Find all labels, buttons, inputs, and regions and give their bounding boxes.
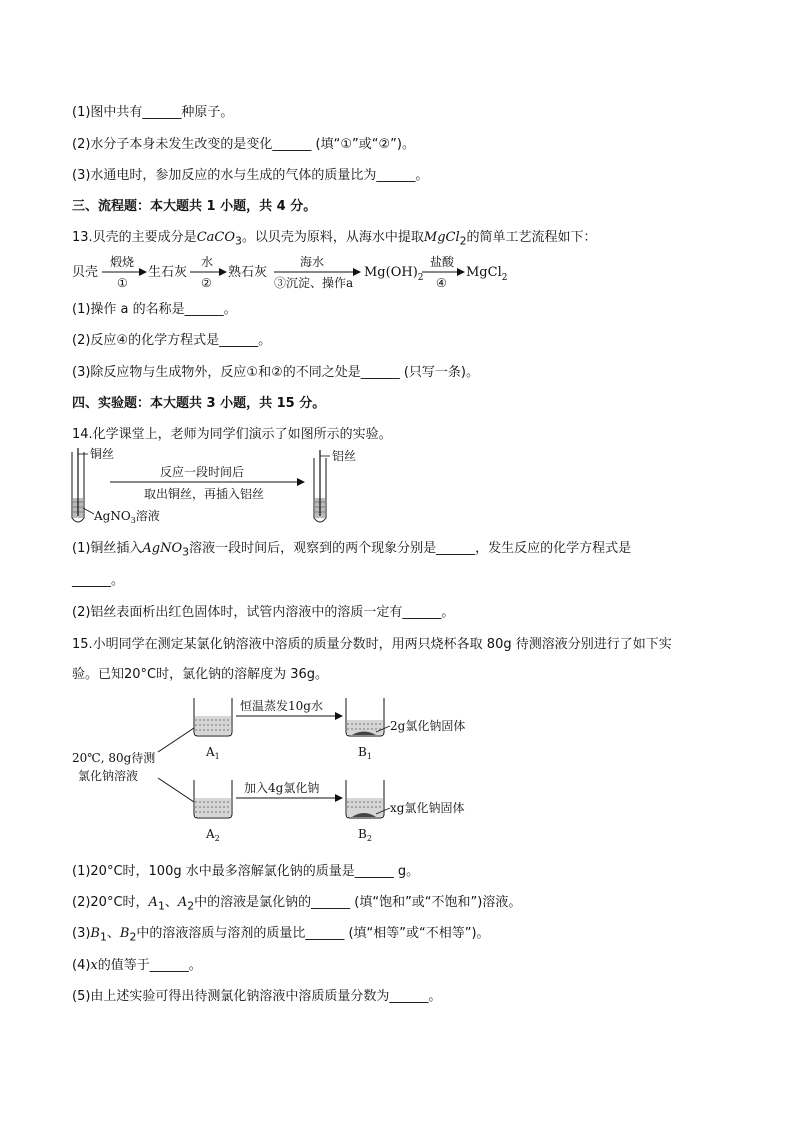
q15-part2: (2)20°C时，$A_1$、$A_2$中的溶液是氯化钠的______ (填“饱和”或“不饱和”)溶液。 [72,895,522,913]
label-agno3-solution: AgNO$_3$溶液 [94,509,160,525]
section-experiment-heading: 四、实验题：本大题共 3 小题，共 15 分。 [72,396,326,411]
arrow-label-top: 反应一段时间后 [160,465,245,479]
label-copper-wire: 铜丝 [90,447,115,461]
flow-arrow-4-top: 盐酸 [430,255,455,269]
label-A1: $A_1$ [206,745,220,761]
q14-test-tube-figure [64,446,384,530]
flow-arrow-1-top: 煅烧 [110,255,135,269]
flow-node-mgcl2: MgCl$_2$ [466,265,508,283]
beaker-b2 [346,780,384,818]
q13-part3: (3)除反应物与生成物外，反应①和②的不同之处是______ (只写一条)。 [72,365,479,380]
flow-arrow-4-bottom: ④ [436,276,447,290]
q14-part2: (2)铝丝表面析出红色固体时，试管内溶液中的溶质一定有______。 [72,605,455,620]
q13-part1: (1)操作 a 的名称是______。 [72,302,237,317]
label-B1: $B_1$ [358,745,372,761]
flow-arrow-2-top: 水 [201,255,214,269]
label-residue-1: 2g氯化钠固体 [390,719,466,733]
q15-part5: (5)由上述实验可得出待测氯化钠溶液中溶质质量分数为______。 [72,989,442,1004]
q13-part2: (2)反应④的化学方程式是______。 [72,333,272,348]
q15-part1: (1)20°C时，100g 水中最多溶解氯化钠的质量是______ g。 [72,864,420,879]
section-flow-heading: 三、流程题：本大题共 1 小题，共 4 分。 [72,199,317,214]
label-add-salt: 加入4g氯化钠 [244,781,320,795]
q12-part1: (1)图中共有______种原子。 [72,105,234,120]
arrow-label-bottom: 取出铜丝，再插入铝丝 [144,487,265,501]
flow-node-quicklime: 生石灰 [148,265,188,280]
label-source-solution-1: 20℃, 80g待测 [72,751,156,765]
q14-stem: 14.化学课堂上，老师为同学们演示了如图所示的实验。 [72,427,392,442]
beaker-a2 [194,780,232,818]
q14-part1-cont: ______。 [72,573,125,588]
q14-part1: (1)铜丝插入AgNO$_3$溶液一段时间后，观察到的两个现象分别是______，发生反应的化学方程式是 [72,541,632,559]
label-B2: $B_2$ [358,827,372,843]
q15-part4: (4)x的值等于______。 [72,958,202,973]
label-A2: $A_2$ [206,827,220,843]
q15-stem-line1: 15.小明同学在测定某氯化钠溶液中溶质的质量分数时，用两只烧杯各取 80g 待测溶液分别进行了如下实 [72,637,672,652]
flow-node-shell: 贝壳 [72,265,99,280]
q15-stem-line2: 验。已知20°C时，氯化钠的溶解度为 36g。 [72,667,329,682]
label-evaporate: 恒温蒸发10g水 [240,699,323,713]
q12-part3: (3)水通电时，参加反应的水与生成的气体的质量比为______。 [72,168,429,183]
q15-part3: $(3)B_1$、$B_2$中的溶液溶质与溶剂的质量比______ (填“相等”或“不相等”)。 [72,926,490,944]
label-residue-2: xg氯化钠固体 [390,801,465,815]
q15-beaker-figure [64,692,484,848]
flow-node-mgoh2: $Mg(OH)_2$ [364,265,424,283]
beaker-a1 [194,698,232,736]
flow-arrow-3-top: 海水 [300,255,325,269]
flow-arrow-3-bottom: ③沉淀、操作a [274,276,354,290]
flow-arrow-2-bottom: ② [201,276,212,290]
q13-flow-diagram [60,250,520,296]
q13-stem: 13.贝壳的主要成分是CaCO$_3$。以贝壳为原料，从海水中提取MgCl$_2$的简单工艺流程如下： [72,230,597,248]
label-source-solution-2: 氯化钠溶液 [78,769,139,783]
q12-part2: (2)水分子本身未发生改变的是变化______ (填“①”或“②”)。 [72,137,415,152]
beaker-b1 [346,698,384,736]
flow-arrow-1-bottom: ① [117,276,128,290]
flow-node-slaked-lime: 熟石灰 [228,265,268,280]
label-aluminum-wire: 铝丝 [332,449,357,463]
